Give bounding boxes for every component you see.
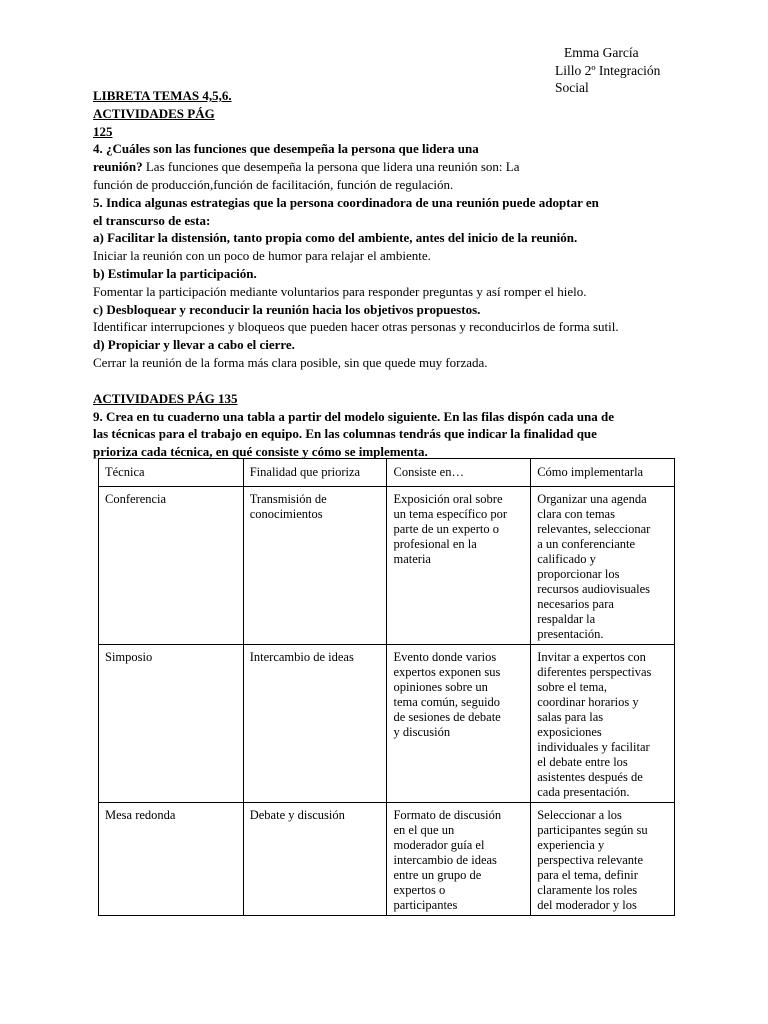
cell-line: participantes [393, 898, 458, 912]
table-row [99, 487, 675, 645]
q4-answer: Las funciones que desempeña la persona que lidera una reunión son: La [142, 159, 520, 175]
q5-item-a-title: a) Facilitar la distensión, tanto propia como del ambiente, antes del inicio de la reunión. [93, 230, 578, 246]
header-finalidad: Finalidad que prioriza [243, 459, 387, 487]
cell-line: Exposición oral sobre [393, 492, 503, 506]
cell-como [531, 487, 675, 645]
cell-consiste [387, 645, 531, 803]
cell-line: experiencia y [537, 838, 605, 852]
cell-line: diferentes perspectivas [537, 665, 652, 679]
cell-line: recursos audiovisuales [537, 582, 651, 596]
q5-item-c-text: Identificar interrupciones y bloqueos que pueden hacer otras personas y reconducirlos de forma sutil. [93, 319, 619, 335]
cell-line: exposiciones [537, 725, 602, 739]
cell-line: Conferencia [105, 492, 167, 506]
q5-item-d-title: d) Propiciar y llevar a cabo el cierre. [93, 337, 295, 353]
q9-line2: las técnicas para el trabajo en equipo. En las columnas tendrás que indicar la finalidad que [93, 426, 597, 442]
cell-line: relevantes, seleccionar [537, 522, 651, 536]
cell-finalidad [243, 645, 387, 803]
techniques-table [98, 458, 675, 916]
cell-line: proporcionar los [537, 567, 620, 581]
q5-item-a-text: Iniciar la reunión con un poco de humor para relajar el ambiente. [93, 248, 431, 264]
cell-line: Organizar una agenda [537, 492, 647, 506]
q4-answer-line1 [93, 158, 683, 176]
cell-line: perspectiva relevante [537, 853, 644, 867]
heading-actividades-135: ACTIVIDADES PÁG 135 [93, 390, 238, 406]
q4-answer-line2: función de producción,función de facilitación, función de regulación. [93, 176, 454, 192]
cell-line: profesional en la [393, 537, 477, 551]
cell-consiste [387, 803, 531, 916]
header-tecnica: Técnica [99, 459, 244, 487]
cell-line: respaldar la [537, 612, 596, 626]
q5-question-cont: el transcurso de esta: [93, 212, 211, 228]
document-body [93, 87, 683, 461]
table-row [99, 803, 675, 916]
cell-line: del moderador y los [537, 898, 637, 912]
q5-item-b-title: b) Estimular la participación. [93, 265, 257, 281]
q5-item-c-title: c) Desbloquear y reconducir la reunión hacia los objetivos propuestos. [93, 301, 481, 317]
table-header-row [99, 459, 675, 487]
cell-line: tema común, seguido [393, 695, 501, 709]
author-name: Emma García [564, 45, 639, 60]
cell-line: asistentes después de [537, 770, 643, 784]
cell-como [531, 645, 675, 803]
cell-line: expertos o [393, 883, 446, 897]
q9-line1: 9. Crea en tu cuaderno una tabla a partir del modelo siguiente. En las filas dispón cada una de [93, 408, 615, 424]
cell-line: calificado y [537, 552, 596, 566]
table-row [99, 645, 675, 803]
heading-libreta: LIBRETA TEMAS 4,5,6. [93, 88, 232, 103]
cell-line: claramente los roles [537, 883, 638, 897]
q4-question-end: reunión? [93, 159, 143, 175]
author-course-cont: Social [555, 80, 589, 95]
heading-page: 125 [93, 123, 113, 139]
q5-question: 5. Indica algunas estrategias que la persona coordinadora de una reunión puede adoptar en [93, 194, 599, 210]
cell-line: Seleccionar a los [537, 808, 622, 822]
cell-line: Invitar a expertos con [537, 650, 646, 664]
cell-line: opiniones sobre un [393, 680, 488, 694]
cell-line: sobre el tema, [537, 680, 607, 694]
cell-line: parte de un experto o [393, 522, 499, 536]
cell-line: salas para las [537, 710, 604, 724]
author-course: Lillo 2º Integración [555, 62, 661, 78]
cell-line: Transmisión de [249, 492, 327, 506]
cell-line: un tema específico por [393, 507, 507, 521]
header-consiste: Consiste en… [387, 459, 531, 487]
heading-actividades: ACTIVIDADES PÁG [93, 105, 215, 121]
cell-line: para el tema, definir [537, 868, 638, 882]
cell-line: Simposio [105, 650, 153, 664]
cell-finalidad [243, 803, 387, 916]
cell-line: Intercambio de ideas [249, 650, 354, 664]
cell-line: de sesiones de debate [393, 710, 501, 724]
cell-line: clara con temas [537, 507, 615, 521]
cell-line: entre un grupo de [393, 868, 482, 882]
cell-line: Formato de discusión [393, 808, 502, 822]
q5-item-d-text: Cerrar la reunión de la forma más clara posible, sin que quede muy forzada. [93, 354, 488, 370]
cell-como [531, 803, 675, 916]
cell-line: Evento donde varios [393, 650, 497, 664]
cell-tecnica [99, 487, 244, 645]
cell-line: Mesa redonda [105, 808, 176, 822]
cell-line: individuales y facilitar [537, 740, 650, 754]
q9-line3: prioriza cada técnica, en qué consiste y cómo se implementa. [93, 444, 428, 460]
cell-line: y discusión [393, 725, 451, 739]
cell-line: el debate entre los [537, 755, 628, 769]
cell-line: a un conferenciante [537, 537, 636, 551]
q4-question: 4. ¿Cuáles son las funciones que desempeña la persona que lidera una [93, 141, 479, 157]
q5-item-b-text: Fomentar la participación mediante voluntarios para responder preguntas y así romper el hielo. [93, 283, 587, 299]
cell-tecnica [99, 645, 244, 803]
cell-tecnica [99, 803, 244, 916]
cell-line: expertos exponen sus [393, 665, 501, 679]
cell-line: conocimientos [249, 507, 323, 521]
cell-line: necesarios para [537, 597, 614, 611]
cell-line: cada presentación. [537, 785, 630, 799]
cell-consiste [387, 487, 531, 645]
cell-line: en el que un [393, 823, 455, 837]
cell-finalidad [243, 487, 387, 645]
cell-line: moderador guía el [393, 838, 485, 852]
header-como: Cómo implementarla [531, 459, 675, 487]
cell-line: Debate y discusión [249, 808, 345, 822]
cell-line: participantes según su [537, 823, 648, 837]
cell-line: materia [393, 552, 431, 566]
cell-line: coordinar horarios y [537, 695, 639, 709]
cell-line: intercambio de ideas [393, 853, 497, 867]
cell-line: presentación. [537, 627, 604, 641]
